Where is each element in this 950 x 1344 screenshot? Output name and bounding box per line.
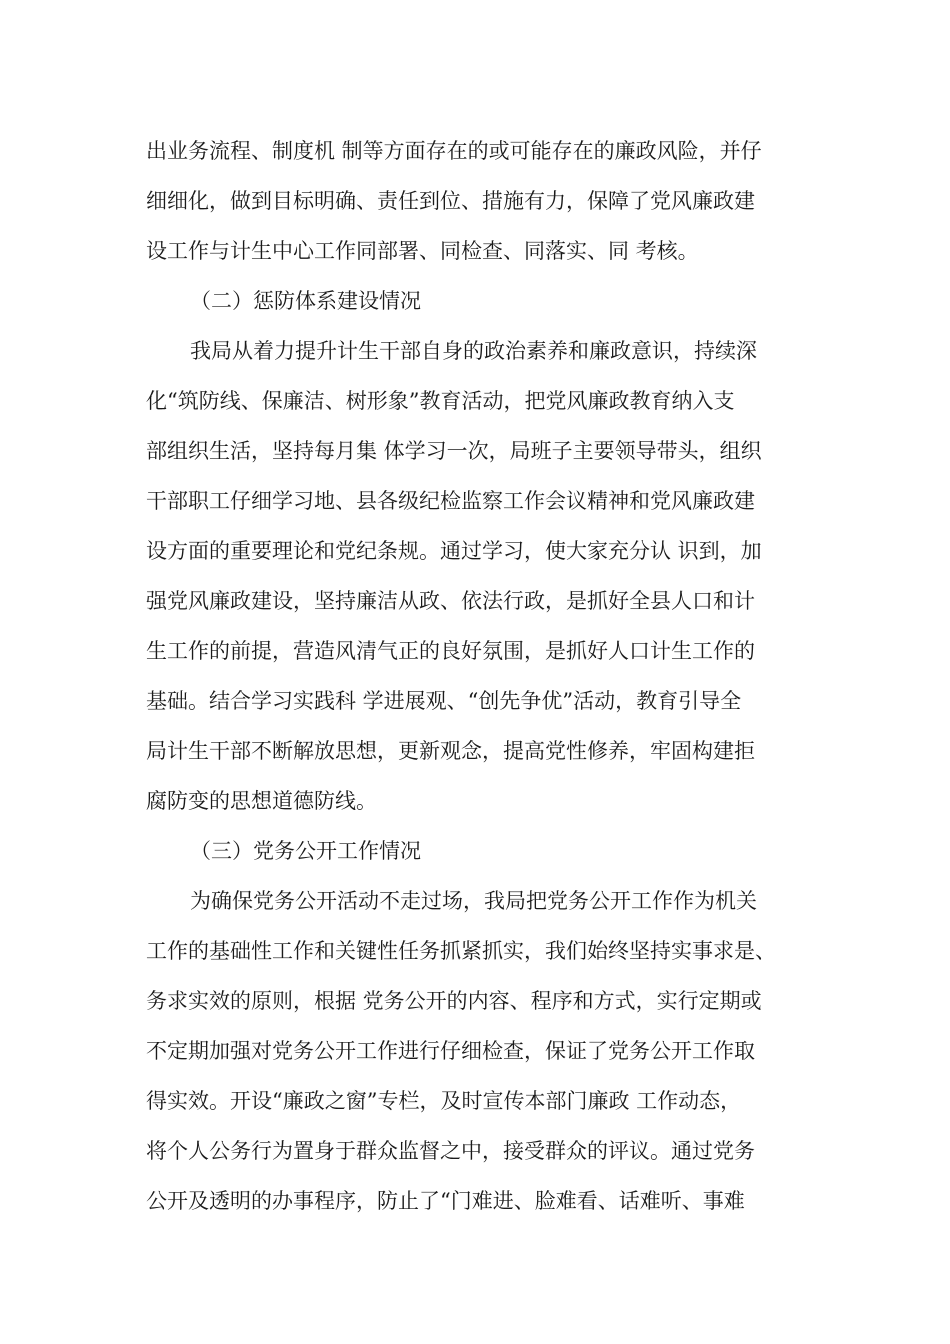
paragraph-line: 化“筑防线、保廉洁、树形象”教育活动，把党风廉政教育纳入支 [146, 389, 735, 413]
paragraph-line: 公开及透明的办事程序，防止了“门难进、脸难看、话难听、事难 [146, 1189, 745, 1213]
paragraph-line: 我局从着力提升计生干部自身的政治素养和廉政意识，持续深 [190, 339, 757, 363]
paragraph-line: 工作的基础性工作和关键性任务抓紧抓实，我们始终坚持实事求是、 [146, 939, 776, 963]
paragraph-line: 将个人公务行为置身于群众监督之中，接受群众的评议。通过党务 [146, 1139, 755, 1163]
paragraph-line: 腐防变的思想道德防线。 [146, 789, 377, 813]
paragraph-line: 为确保党务公开活动不走过场，我局把党务公开工作作为机关 [190, 889, 757, 913]
section-heading: （二）惩防体系建设情况 [190, 289, 421, 313]
paragraph-line: 得实效。开设“廉政之窗”专栏，及时宣传本部门廉政 工作动态， [146, 1089, 742, 1113]
section-heading: （三）党务公开工作情况 [190, 839, 421, 863]
paragraph-line: 部组织生活，坚持每月集 体学习一次，局班子主要领导带头，组织 [146, 439, 762, 463]
paragraph-line: 不定期加强对党务公开工作进行仔细检查，保证了党务公开工作取 [146, 1039, 755, 1063]
paragraph-line: 强党风廉政建设，坚持廉洁从政、依法行政，是抓好全县人口和计 [146, 589, 755, 613]
paragraph-line: 干部职工仔细学习地、县各级纪检监察工作会议精神和党风廉政建 [146, 489, 755, 513]
paragraph-line: 细细化，做到目标明确、责任到位、措施有力，保障了党风廉政建 [146, 189, 755, 213]
paragraph-line: 局计生干部不断解放思想，更新观念，提高党性修养，牢固构建拒 [146, 739, 755, 763]
paragraph-line: 基础。结合学习实践科 学进展观、“创先争优”活动，教育引导全 [146, 689, 742, 713]
paragraph-line: 务求实效的原则，根据 党务公开的内容、程序和方式，实行定期或 [146, 989, 762, 1013]
paragraph-line: 设方面的重要理论和党纪条规。通过学习，使大家充分认 识到，加 [146, 539, 762, 563]
paragraph-line: 设工作与计生中心工作同部署、同检查、同落实、同 考核。 [146, 239, 699, 263]
paragraph-line: 出业务流程、制度机 制等方面存在的或可能存在的廉政风险，并仔 [146, 139, 762, 163]
paragraph-line: 生工作的前提，营造风清气正的良好氛围，是抓好人口计生工作的 [146, 639, 755, 663]
